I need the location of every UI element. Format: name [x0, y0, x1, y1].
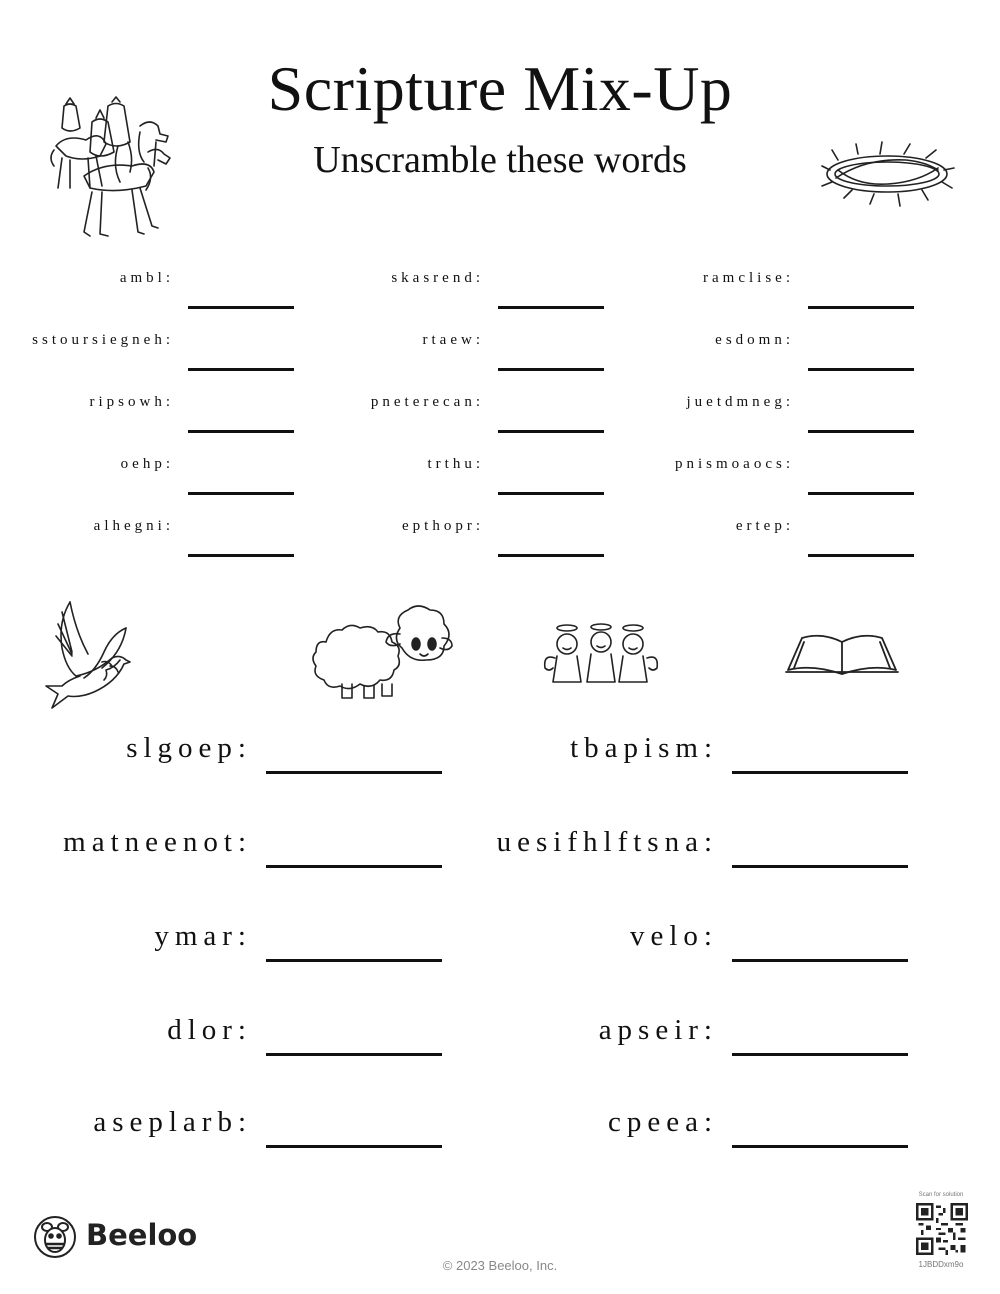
- scramble-row: [40, 918, 442, 988]
- scramble-row: [48, 510, 294, 570]
- scramble-row: [668, 324, 914, 384]
- scrambled-word: pneterecan:: [370, 394, 484, 410]
- scrambled-word: sstoursiegneh:: [32, 332, 174, 348]
- scrambled-word: alhegni:: [93, 518, 174, 534]
- dove-icon: [40, 598, 135, 710]
- scramble-row: [358, 386, 604, 446]
- answer-line[interactable]: [266, 959, 442, 962]
- answer-line[interactable]: [266, 1145, 442, 1148]
- scrambled-word: aseplarb:: [93, 1106, 252, 1138]
- answer-line[interactable]: [188, 430, 294, 433]
- answer-line[interactable]: [732, 1145, 908, 1148]
- scramble-row: [40, 824, 442, 894]
- answer-line[interactable]: [498, 430, 604, 433]
- scramble-row: [40, 1104, 442, 1174]
- scramble-row: [506, 918, 908, 988]
- bee-icon: [32, 1214, 78, 1260]
- page-subtitle: Unscramble these words: [313, 139, 687, 181]
- answer-line[interactable]: [188, 554, 294, 557]
- scramble-row: [358, 262, 604, 322]
- answer-line[interactable]: [808, 306, 914, 309]
- scramble-row: [668, 262, 914, 322]
- scrambled-word: uesifhlftsna:: [496, 826, 718, 858]
- scramble-row: [358, 324, 604, 384]
- scrambled-word: ramclise:: [703, 270, 794, 286]
- page-title: Scripture Mix-Up: [267, 53, 733, 124]
- scrambled-word: rtaew:: [422, 332, 484, 348]
- answer-line[interactable]: [188, 492, 294, 495]
- scramble-row: [32, 324, 294, 384]
- open-bible-icon: [784, 630, 900, 676]
- scrambled-word: epthopr:: [402, 518, 484, 534]
- scramble-row: [668, 510, 914, 570]
- brand-name: Beeloo: [86, 1218, 198, 1252]
- scrambled-word: cpeea:: [607, 1106, 718, 1138]
- answer-line[interactable]: [498, 492, 604, 495]
- answer-line[interactable]: [498, 368, 604, 371]
- scrambled-word: juetdmneg:: [686, 394, 794, 410]
- answer-line[interactable]: [732, 865, 908, 868]
- scrambled-word: skasrend:: [391, 270, 484, 286]
- scramble-row: [48, 386, 294, 446]
- qr-label: Scan for solution: [918, 1192, 964, 1198]
- scramble-row: [40, 730, 442, 800]
- scrambled-word: dlor:: [167, 1014, 252, 1046]
- brand-logo: [32, 1214, 202, 1260]
- qr-code-icon[interactable]: [916, 1203, 968, 1255]
- scrambled-word: trthu:: [427, 456, 484, 472]
- wise-men-camels-icon: [48, 96, 173, 244]
- answer-line[interactable]: [188, 368, 294, 371]
- scrambled-word: pnismoaocs:: [675, 456, 794, 472]
- answer-line[interactable]: [808, 368, 914, 371]
- scrambled-word: ripsowh:: [89, 394, 174, 410]
- scramble-row: [668, 386, 914, 446]
- answer-line[interactable]: [732, 1053, 908, 1056]
- crown-of-thorns-icon: [818, 140, 956, 208]
- scrambled-word: ambl:: [119, 270, 174, 286]
- answer-line[interactable]: [732, 771, 908, 774]
- scramble-row: [506, 1012, 908, 1082]
- answer-line[interactable]: [808, 554, 914, 557]
- scramble-row: [40, 1012, 442, 1082]
- answer-line[interactable]: [266, 1053, 442, 1056]
- scrambled-word: esdomn:: [715, 332, 794, 348]
- scramble-row: [48, 262, 294, 322]
- answer-line[interactable]: [498, 306, 604, 309]
- scramble-row: [48, 448, 294, 508]
- scrambled-word: velo:: [630, 920, 718, 952]
- answer-line[interactable]: [188, 306, 294, 309]
- answer-line[interactable]: [266, 771, 442, 774]
- qr-code-text: 1JBDDxm9o: [918, 1260, 964, 1269]
- scrambled-word: matneenot:: [63, 826, 252, 858]
- scrambled-word: tbapism:: [570, 732, 718, 764]
- answer-line[interactable]: [732, 959, 908, 962]
- scramble-row: [506, 1104, 908, 1174]
- scrambled-word: ymar:: [154, 920, 252, 952]
- answer-line[interactable]: [266, 865, 442, 868]
- scramble-row: [668, 448, 914, 508]
- scrambled-word: ertep:: [735, 518, 794, 534]
- scramble-row: [358, 448, 604, 508]
- copyright-text: © 2023 Beeloo, Inc.: [442, 1258, 558, 1273]
- answer-line[interactable]: [808, 430, 914, 433]
- lamb-icon: [308, 598, 453, 706]
- answer-line[interactable]: [498, 554, 604, 557]
- scrambled-word: oehp:: [120, 456, 174, 472]
- answer-line[interactable]: [808, 492, 914, 495]
- scramble-row: [358, 510, 604, 570]
- scramble-row: [496, 824, 908, 894]
- angels-icon: [543, 622, 661, 688]
- scrambled-word: slgoep:: [126, 732, 252, 764]
- scrambled-word: apseir:: [598, 1014, 718, 1046]
- scramble-row: [506, 730, 908, 800]
